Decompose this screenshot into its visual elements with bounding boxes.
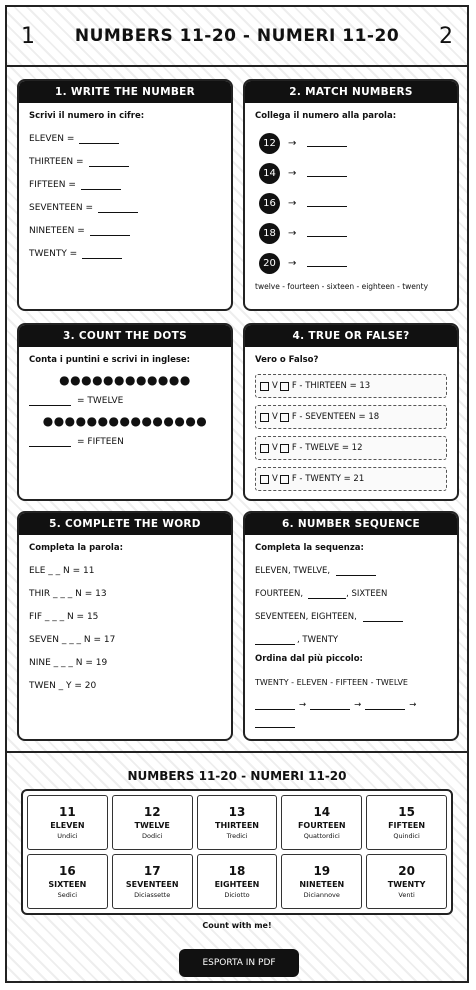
section-instruction: Scrivi il numero in cifre: xyxy=(29,111,145,121)
section-title: 5. COMPLETE THE WORD xyxy=(19,513,231,535)
false-checkbox[interactable] xyxy=(280,444,289,453)
order-answer-line xyxy=(255,714,447,728)
number-circle: 18 xyxy=(259,223,280,244)
section-instruction: Completa la sequenza: xyxy=(255,543,364,553)
number-circle: 20 xyxy=(259,253,280,274)
match-item xyxy=(255,190,447,216)
match-item xyxy=(255,130,447,156)
arrow-icon: → xyxy=(299,700,307,710)
arrow-icon: → xyxy=(409,700,417,710)
number-card: 15 FIFTEEN Quindici xyxy=(366,795,447,850)
true-checkbox[interactable] xyxy=(260,444,269,453)
word-bank: twelve - fourteen - sixteen - eighteen - twenty xyxy=(255,282,429,291)
section-instruction: Vero o Falso? xyxy=(255,355,319,365)
number-card: 12 TWELVE Dodici xyxy=(112,795,193,850)
answer-blank[interactable] xyxy=(90,234,130,236)
left-page-number: 1 xyxy=(21,23,35,49)
number-card: 11 ELEVEN Undici xyxy=(27,795,108,850)
number-card: 16 SIXTEEN Sedici xyxy=(27,854,108,909)
arrow-icon: → xyxy=(288,167,297,179)
word-item: SEVEN _ _ _ N = 17 xyxy=(29,635,116,645)
answer-blank[interactable] xyxy=(255,708,295,710)
arrow-icon: → xyxy=(354,700,362,710)
summary-section xyxy=(7,751,467,983)
false-checkbox[interactable] xyxy=(280,382,289,391)
sequence-line: SEVENTEEN, EIGHTEEN, xyxy=(255,608,447,622)
section-instruction: Completa la parola: xyxy=(29,543,123,553)
true-checkbox[interactable] xyxy=(260,475,269,484)
answer-blank[interactable] xyxy=(29,445,71,447)
word-item: THIR _ _ _ N = 13 xyxy=(29,589,107,599)
order-answer-line xyxy=(255,696,447,710)
dots-group-twelve: ●●●●●●●●●●●● xyxy=(59,373,191,387)
answer-blank[interactable] xyxy=(307,205,347,207)
arrow-icon: → xyxy=(288,197,297,209)
true-checkbox[interactable] xyxy=(260,382,269,391)
write-item: TWENTY = xyxy=(29,245,221,259)
arrow-icon: → xyxy=(288,227,297,239)
word-item: NINE _ _ _ N = 19 xyxy=(29,658,108,668)
answer-blank[interactable] xyxy=(310,708,350,710)
worksheet-header xyxy=(7,7,467,67)
write-item: FIFTEEN = xyxy=(29,176,221,190)
number-card: 20 TWENTY Venti xyxy=(366,854,447,909)
answer-blank[interactable] xyxy=(307,145,347,147)
write-item: THIRTEEN = xyxy=(29,153,221,167)
answer-blank[interactable] xyxy=(363,620,403,622)
arrow-icon: → xyxy=(288,137,297,149)
false-checkbox[interactable] xyxy=(280,475,289,484)
right-page-number: 2 xyxy=(439,23,453,49)
dots-group-fifteen: ●●●●●●●●●●●●●●● xyxy=(42,414,208,428)
match-item xyxy=(255,250,447,276)
number-reference-grid xyxy=(21,789,453,915)
dots-answer: = TWELVE xyxy=(29,392,221,406)
section-complete-the-word xyxy=(17,511,233,741)
answer-blank[interactable] xyxy=(255,643,295,645)
number-card: 14 FOURTEEN Quattordici xyxy=(281,795,362,850)
export-pdf-button[interactable]: ESPORTA IN PDF xyxy=(179,949,299,977)
number-card: 13 THIRTEEN Tredici xyxy=(197,795,278,850)
write-item: NINETEEN = xyxy=(29,222,221,236)
arrow-icon: → xyxy=(288,257,297,269)
write-item: ELEVEN = xyxy=(29,130,221,144)
dots-answer: = FIFTEEN xyxy=(29,433,221,447)
answer-blank[interactable] xyxy=(89,165,129,167)
answer-blank[interactable] xyxy=(82,257,122,259)
match-item xyxy=(255,220,447,246)
number-circle: 12 xyxy=(259,133,280,154)
answer-blank[interactable] xyxy=(336,574,376,576)
answer-blank[interactable] xyxy=(79,142,119,144)
answer-blank[interactable] xyxy=(81,188,121,190)
tagline: Count with me! xyxy=(202,921,272,930)
answer-blank[interactable] xyxy=(307,235,347,237)
number-card: 18 EIGHTEEN Diciotto xyxy=(197,854,278,909)
section-true-or-false xyxy=(243,323,459,501)
worksheet-page xyxy=(5,5,469,983)
word-item: FIF _ _ _ N = 15 xyxy=(29,612,99,622)
number-card: 19 NINETEEN Diciannove xyxy=(281,854,362,909)
summary-title: NUMBERS 11-20 - NUMERI 11-20 xyxy=(127,769,347,783)
section-instruction: Conta i puntini e scrivi in inglese: xyxy=(29,355,191,365)
answer-blank[interactable] xyxy=(29,404,71,406)
write-item: SEVENTEEN = xyxy=(29,199,221,213)
true-false-item: V F - THIRTEEN = 13 xyxy=(255,374,447,398)
section-title: 2. MATCH NUMBERS xyxy=(245,81,457,103)
section-write-the-number xyxy=(17,79,233,311)
sequence-line: FOURTEEN, , SIXTEEN xyxy=(255,589,388,599)
answer-blank[interactable] xyxy=(307,175,347,177)
order-words: TWENTY - ELEVEN - FIFTEEN - TWELVE xyxy=(255,678,408,687)
section-count-the-dots xyxy=(17,323,233,501)
sequence-line: , TWENTY xyxy=(255,631,447,645)
answer-blank[interactable] xyxy=(308,597,346,599)
true-checkbox[interactable] xyxy=(260,413,269,422)
answer-blank[interactable] xyxy=(307,265,347,267)
section-number-sequence xyxy=(243,511,459,741)
true-false-item: V F - TWENTY = 21 xyxy=(255,467,447,491)
number-circle: 16 xyxy=(259,193,280,214)
word-item: TWEN _ Y = 20 xyxy=(29,681,97,691)
order-instruction: Ordina dal più piccolo: xyxy=(255,654,363,664)
true-false-item: V F - TWELVE = 12 xyxy=(255,436,447,460)
section-instruction: Collega il numero alla parola: xyxy=(255,111,397,121)
section-title: 1. WRITE THE NUMBER xyxy=(19,81,231,103)
section-title: 3. COUNT THE DOTS xyxy=(19,325,231,347)
number-card: 17 SEVENTEEN Diciassette xyxy=(112,854,193,909)
section-title: 4. TRUE OR FALSE? xyxy=(245,325,457,347)
answer-blank[interactable] xyxy=(365,708,405,710)
number-circle: 14 xyxy=(259,163,280,184)
word-item: ELE _ _ N = 11 xyxy=(29,566,95,576)
answer-blank[interactable] xyxy=(255,726,295,728)
section-match-numbers xyxy=(243,79,459,311)
worksheet-title: NUMBERS 11-20 - NUMERI 11-20 xyxy=(74,26,400,46)
match-item xyxy=(255,160,447,186)
sequence-line: ELEVEN, TWELVE, xyxy=(255,562,447,576)
false-checkbox[interactable] xyxy=(280,413,289,422)
true-false-item: V F - SEVENTEEN = 18 xyxy=(255,405,447,429)
section-title: 6. NUMBER SEQUENCE xyxy=(245,513,457,535)
answer-blank[interactable] xyxy=(98,211,138,213)
